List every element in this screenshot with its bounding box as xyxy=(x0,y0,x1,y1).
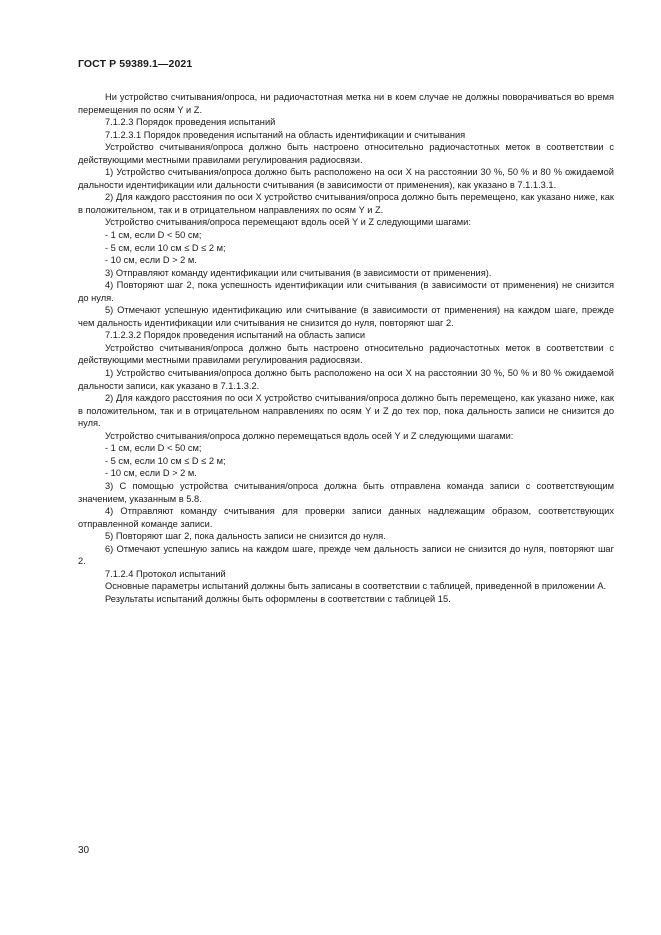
list-item: 1) Устройство считывания/опроса должно быть расположено на оси X на расстоянии 30 %, 50 % и 80 % ожидаемой дальности записи, как указано в 7.1.1.3.2. xyxy=(78,368,614,391)
list-item: 2) Для каждого расстояния по оси X устройство считывания/опроса должно быть перемещено, как указано ниже, как в положительном, так и в отрицательном направлениях по осям Y и Z до тех пор, пока дальность записи не снизится до нуля. xyxy=(78,393,614,429)
list-item: 6) Отмечают успешную запись на каждом шаге, прежде чем дальность записи не снизится до нуля, повторяют шаг 2. xyxy=(78,543,614,567)
page-number: 30 xyxy=(78,845,90,856)
list-item: 5) Повторяют шаг 2, пока дальность записи не снизится до нуля. xyxy=(105,531,386,542)
list-item: 4) Повторяют шаг 2, пока успешность идентификации или считывания (в зависимости от применения) не снизится до нуля. xyxy=(78,280,614,303)
dash-item: - 1 см, если D < 50 см; xyxy=(105,443,202,454)
paragraph: Устройство считывания/опроса перемещают вдоль осей Y и Z следующими шагами: xyxy=(105,217,471,228)
dash-item: - 10 см, если D > 2 м. xyxy=(105,468,197,479)
list-item: 5) Отмечают успешную идентификацию или считывание (в зависимости от применения) на каждом шаге, прежде чем дальность идентификации или считывания не снизится до нуля, повторяют шаг 2. xyxy=(78,305,614,328)
paragraph: Устройство считывания/опроса должно перемещаться вдоль осей Y и Z следующими шагами: xyxy=(105,430,514,441)
list-item: 4) Отправляют команду считывания для проверки записи данных надлежащим образом, соответствующих отправленной команде записи. xyxy=(78,506,614,529)
section-heading: 7.1.2.3.2 Порядок проведения испытаний на область записи xyxy=(105,330,366,341)
dash-item: - 10 см, если D > 2 м. xyxy=(105,255,197,266)
list-item: 3) С помощью устройства считывания/опроса должна быть отправлена команда записи с соответствующим значением, указанным в 5.8. xyxy=(78,480,614,504)
paragraph: Устройство считывания/опроса должно быть настроено относительно радиочастотных меток в соответствии с действующими местными правилами регулирования радиосвязи. xyxy=(78,142,614,165)
list-item: 2) Для каждого расстояния по оси X устройство считывания/опроса должно быть перемещено, как указано ниже, как в положительном, так и в отрицательном направлениях по осям Y и Z. xyxy=(78,192,614,215)
paragraph: Результаты испытаний должны быть оформлены в соответствии с таблицей 15. xyxy=(105,593,451,604)
dash-item: - 5 см, если 10 см ≤ D ≤ 2 м; xyxy=(105,455,226,466)
section-heading: 7.1.2.3.1 Порядок проведения испытаний на область идентификации и считывания xyxy=(105,129,466,140)
paragraph: Устройство считывания/опроса должно быть настроено относительно радиочастотных меток в соответствии с действующими местными правилами регулирования радиосвязи. xyxy=(78,342,614,366)
dash-item: - 1 см, если D < 50 см; xyxy=(105,230,202,241)
section-heading: 7.1.2.3 Порядок проведения испытаний xyxy=(105,117,276,128)
list-item: 3) Отправляют команду идентификации или считывания (в зависимости от применения). xyxy=(105,267,492,278)
paragraph: Ни устройство считывания/опроса, ни радиочастотная метка ни в коем случае не должны поворачиваться во время перемещения по осям Y и Z. xyxy=(78,92,614,115)
section-heading: 7.1.2.4 Протокол испытаний xyxy=(105,568,226,579)
paragraph: Основные параметры испытаний должны быть записаны в соответствии с таблицей, приведенной в приложении А. xyxy=(105,581,607,592)
dash-item: - 5 см, если 10 см ≤ D ≤ 2 м; xyxy=(105,242,226,253)
document-body xyxy=(78,91,614,605)
document-header: ГОСТ Р 59389.1—2021 xyxy=(78,58,193,70)
list-item: 1) Устройство считывания/опроса должно быть расположено на оси X на расстоянии 30 %, 50 % и 80 % ожидаемой дальности идентификации или дальности считывания (в зависимости от применения), как указано в 7.1.1.3.1. xyxy=(78,167,614,190)
